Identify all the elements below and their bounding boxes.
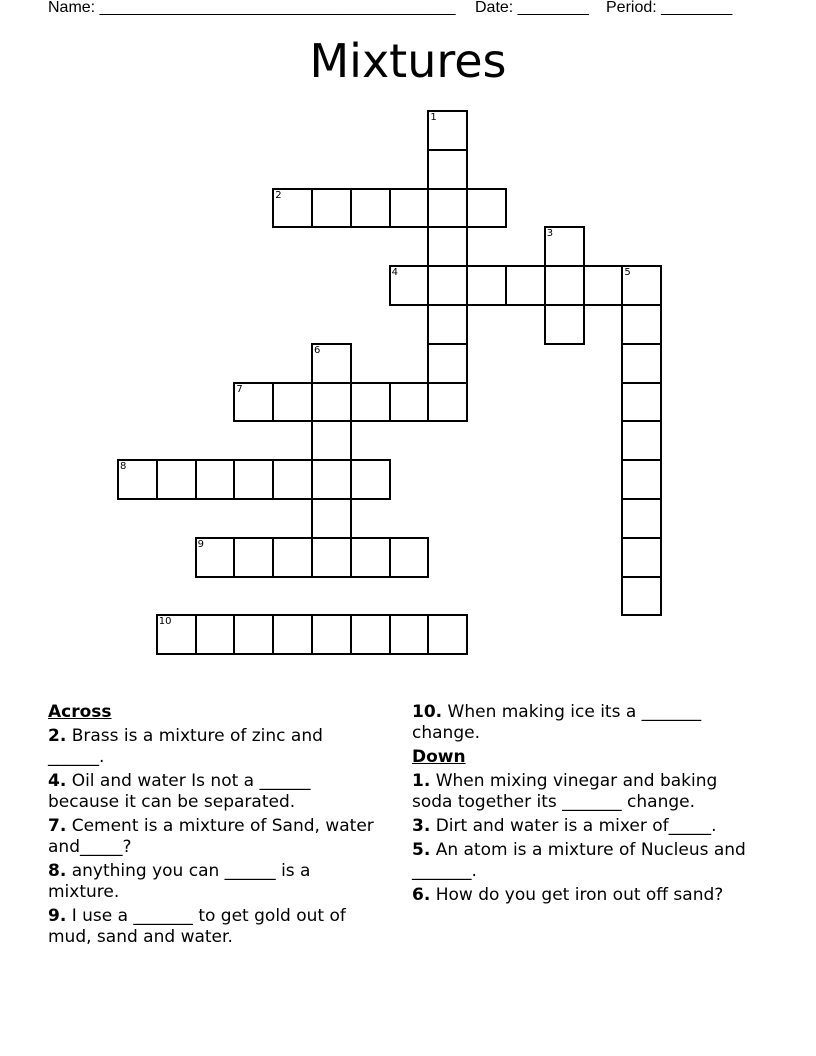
clues-column-right — [412, 702, 762, 909]
clue-across-4: 4. Oil and water Is not a ______ because it can be separated. — [48, 771, 311, 812]
crossword-cell[interactable] — [350, 537, 391, 578]
crossword-cell[interactable] — [427, 226, 468, 267]
crossword-cell[interactable] — [311, 614, 352, 655]
clue-number: 9 — [197, 538, 204, 550]
crossword-cell[interactable] — [427, 614, 468, 655]
crossword-cell[interactable] — [466, 265, 507, 306]
crossword-cell[interactable] — [427, 343, 468, 384]
crossword-cell[interactable] — [544, 304, 585, 345]
crossword-cell[interactable] — [272, 537, 313, 578]
crossword-cell[interactable] — [389, 188, 430, 229]
clue-number: 2 — [275, 189, 282, 201]
crossword-cell[interactable] — [156, 459, 197, 500]
crossword-cell[interactable] — [621, 382, 662, 423]
crossword-cell[interactable] — [621, 265, 662, 306]
crossword-cell[interactable] — [621, 304, 662, 345]
down-heading: Down — [412, 747, 466, 767]
crossword-cell[interactable] — [156, 614, 197, 655]
crossword-cell[interactable] — [621, 459, 662, 500]
crossword-cell[interactable] — [195, 459, 236, 500]
crossword-cell[interactable] — [195, 614, 236, 655]
crossword-cell[interactable] — [621, 420, 662, 461]
clue-number: 1 — [430, 112, 437, 123]
crossword-cell[interactable] — [389, 265, 430, 306]
crossword-cell[interactable] — [544, 265, 585, 306]
crossword-cell[interactable] — [350, 459, 391, 500]
crossword-cell[interactable] — [272, 614, 313, 655]
clue-number: 3 — [546, 228, 554, 240]
crossword-cell[interactable] — [311, 343, 352, 384]
clue-down-6: 6. How do you get iron out off sand? — [412, 885, 724, 905]
crossword-cell[interactable] — [621, 576, 662, 617]
crossword-cell[interactable] — [621, 498, 662, 539]
crossword-cell[interactable] — [389, 537, 430, 578]
crossword-cell[interactable] — [233, 614, 274, 655]
crossword-cell[interactable] — [311, 420, 352, 461]
crossword-cell[interactable] — [583, 265, 624, 306]
clue-number: 4 — [391, 267, 398, 279]
crossword-cell[interactable] — [350, 382, 391, 423]
page-title: Mixtures — [309, 34, 507, 88]
crossword-cell[interactable] — [311, 459, 352, 500]
crossword-cell[interactable] — [311, 382, 352, 423]
clue-down-1: 1. When mixing vinegar and baking soda together its _______ change. — [412, 771, 718, 812]
period-field[interactable]: Period: ________ — [606, 0, 733, 16]
clue-down-3: 3. Dirt and water is a mixer of_____. — [412, 816, 717, 836]
crossword-cell[interactable] — [195, 537, 236, 578]
crossword-cell[interactable] — [311, 537, 352, 578]
crossword-cell[interactable] — [272, 459, 313, 500]
clue-number: 5 — [624, 267, 631, 279]
clues-column-left — [48, 702, 378, 951]
clue-across-10: 10. When making ice its a _______ change. — [412, 702, 702, 743]
clue-across-8: 8. anything you can ______ is a mixture. — [48, 861, 311, 902]
date-field[interactable]: Date: ________ — [475, 0, 589, 16]
crossword-cell[interactable] — [427, 382, 468, 423]
clue-down-5: 5. An atom is a mixture of Nucleus and _______. — [412, 840, 746, 881]
clue-number: 8 — [120, 461, 127, 473]
crossword-cell[interactable] — [621, 537, 662, 578]
crossword-cell[interactable] — [427, 149, 468, 190]
clue-across-7: 7. Cement is a mixture of Sand, water and_____? — [48, 816, 374, 857]
crossword-cell[interactable] — [466, 188, 507, 229]
crossword-cell[interactable] — [389, 614, 430, 655]
crossword-cell[interactable] — [311, 188, 352, 229]
crossword-cell[interactable] — [350, 614, 391, 655]
crossword-cell[interactable] — [427, 304, 468, 345]
crossword-cell[interactable] — [505, 265, 546, 306]
crossword-cell[interactable] — [272, 382, 313, 423]
crossword-cell[interactable] — [427, 188, 468, 229]
crossword-cell[interactable] — [311, 498, 352, 539]
crossword-cell[interactable] — [233, 537, 274, 578]
crossword-cell[interactable] — [350, 188, 391, 229]
crossword-cell[interactable] — [389, 382, 430, 423]
crossword-cell[interactable] — [544, 226, 585, 267]
crossword-cell[interactable] — [427, 265, 468, 306]
clue-number: 6 — [314, 344, 321, 356]
crossword-cell[interactable] — [272, 188, 313, 229]
clue-across-9: 9. I use a _______ to get gold out of mud, sand and water. — [48, 906, 346, 947]
crossword-cell[interactable] — [427, 110, 468, 151]
crossword-cell[interactable] — [621, 343, 662, 384]
clue-across-2: 2. Brass is a mixture of zinc and ______. — [48, 726, 323, 767]
clue-number: 10 — [158, 616, 172, 628]
name-field[interactable]: Name: ________________________________________ — [48, 0, 456, 16]
crossword-cell[interactable] — [233, 382, 274, 423]
crossword-cell[interactable] — [117, 459, 158, 500]
clue-number: 7 — [236, 383, 243, 395]
across-heading: Across — [48, 702, 112, 722]
crossword-cell[interactable] — [233, 459, 274, 500]
